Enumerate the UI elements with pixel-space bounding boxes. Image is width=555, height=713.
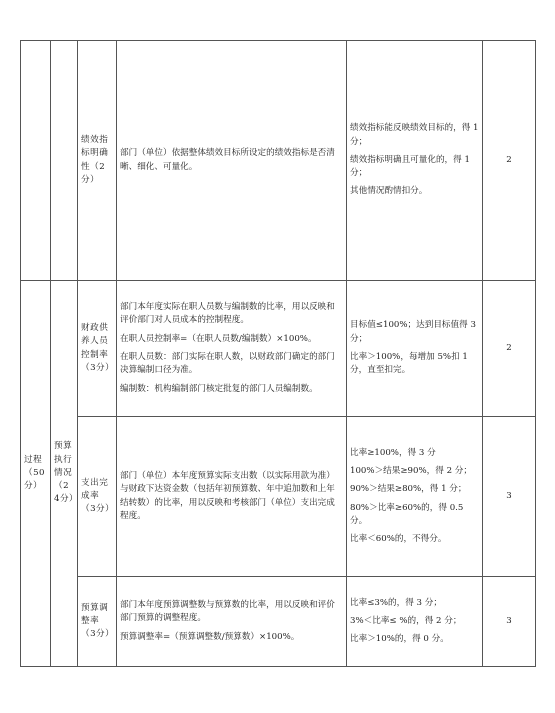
level1-cell: 过程（50分） bbox=[21, 281, 51, 667]
criteria-text: 比率≥100%，得 3 分 bbox=[350, 447, 436, 458]
score-cell: 3 bbox=[483, 417, 536, 577]
evaluation-table bbox=[20, 40, 536, 667]
indicator-cell: 绩效指标明确性（2分） bbox=[78, 41, 117, 281]
criteria-text: 100%＞结果≥90%，得 2 分； bbox=[350, 465, 472, 476]
empty-cell bbox=[21, 41, 51, 281]
score-cell: 3 bbox=[483, 577, 536, 667]
description-text: 编制数：机构编制部门核定批复的部门人员编制数。 bbox=[120, 383, 318, 394]
description-cell bbox=[117, 577, 347, 667]
indicator-cell: 财政供养人员控制率（3分） bbox=[78, 281, 117, 417]
score-cell: 2 bbox=[483, 41, 536, 281]
criteria-text: 80%＞比率≥60%的，得 0.5 分。 bbox=[350, 502, 464, 526]
criteria-cell bbox=[347, 577, 483, 667]
level2-cell: 预算执行情况（24分） bbox=[51, 281, 78, 667]
score-cell: 2 bbox=[483, 281, 536, 417]
description-cell bbox=[117, 41, 347, 281]
description-cell bbox=[117, 281, 347, 417]
description-text: 预算调整率=（预算调整数/预算数）×100%。 bbox=[120, 631, 300, 642]
description-text: 部门（单位）本年度预算实际支出数（以实际用款为准）与财政下达资金数（包括年初预算数、年中追加数和上年结转数）的比率，用以反映和考核部门（单位）支出完成程度。 bbox=[120, 470, 335, 521]
criteria-text: 90%＞结果≥80%，得 1 分； bbox=[350, 484, 467, 495]
empty-cell bbox=[51, 41, 78, 281]
description-text: 在职人员数：部门实际在职人数，以财政部门确定的部门决算编制口径为准。 bbox=[120, 352, 335, 376]
table-row bbox=[21, 281, 536, 417]
criteria-text: 其他情况酌情扣分。 bbox=[350, 186, 428, 197]
indicator-cell: 支出完成率（3分） bbox=[78, 417, 117, 577]
criteria-text: 比率＜60%的，不得分。 bbox=[350, 534, 447, 545]
criteria-text: 绩效指标能反映绩效目标的，得 1 分； bbox=[350, 123, 479, 147]
indicator-cell: 预算调整率（3分） bbox=[78, 577, 117, 667]
table-row bbox=[21, 577, 536, 667]
description-text: 部门本年度预算调整数与预算数的比率，用以反映和评价部门预算的调整程度。 bbox=[120, 600, 335, 624]
criteria-text: 比率≤3%的，得 3 分； bbox=[350, 597, 442, 608]
description-cell bbox=[117, 417, 347, 577]
criteria-cell bbox=[347, 417, 483, 577]
description-text: 部门（单位）依据整体绩效目标所设定的绩效指标是否清晰、细化、可量化。 bbox=[120, 148, 335, 172]
criteria-cell bbox=[347, 41, 483, 281]
table-row bbox=[21, 41, 536, 281]
criteria-text: 绩效指标明确且可量化的，得 1 分； bbox=[350, 154, 470, 179]
description-text: 在职人员控制率=（在职人员数/编制数）×100%。 bbox=[120, 333, 317, 344]
description-text: 部门本年度实际在职人员数与编制数的比率，用以反映和评价部门对人员成本的控制程度。 bbox=[120, 302, 335, 326]
table-row bbox=[21, 417, 536, 577]
criteria-cell bbox=[347, 281, 483, 417]
criteria-text: 比率＞100%，每增加 5%扣 1 分，直至扣完。 bbox=[350, 352, 468, 376]
criteria-text: 比率＞10%的，得 0 分。 bbox=[350, 634, 449, 645]
criteria-text: 目标值≤100%；达到目标值得 3 分； bbox=[350, 320, 476, 344]
criteria-text: 3%＜比率≤ %的，得 2 分； bbox=[350, 615, 462, 626]
